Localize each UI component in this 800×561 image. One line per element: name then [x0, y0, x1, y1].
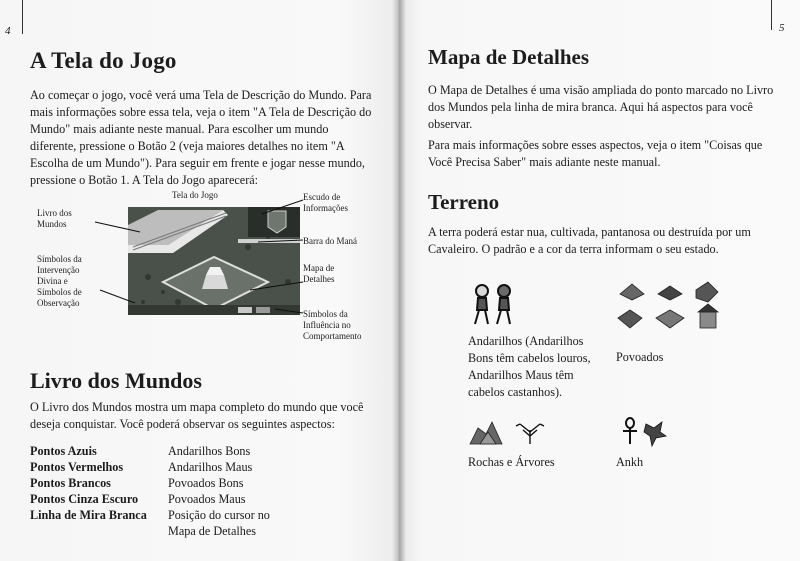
walkers-icon: [470, 282, 518, 328]
page-margin-line: [771, 0, 772, 30]
page-number: 4: [5, 25, 11, 37]
page-title: A Tela do Jogo: [30, 48, 177, 73]
legend-term: Pontos Brancos: [30, 476, 111, 490]
legend-desc: Posição do cursor no Mapa de Detalhes: [168, 508, 270, 538]
legend-row: [30, 443, 328, 459]
settlements-icon: [616, 280, 720, 338]
book-gutter: [392, 0, 406, 561]
rocks-trees-icon: [468, 418, 550, 446]
legend-table: [30, 443, 328, 539]
ankh-caption: Ankh: [616, 455, 644, 469]
intro-paragraph: Ao começar o jogo, você verá uma Tela de Descrição do Mundo. Para mais informações sobre essa tela, veja o item "A Tela de Descrição do Mundo" mais adiante neste manual. Para escolher um mundo diferente, pressione o Botão 2 (veja maiores detalhes no item "A Escolha de um Mundo"). Para seguir em frente e jogar nesse mundo, pressione o Botão 1. A Tela do Jogo aparecerá:: [30, 88, 372, 187]
game-screen-illustration: [128, 207, 300, 315]
rocks-trees-caption: Rochas e Árvores: [468, 455, 555, 469]
legend-row: [30, 459, 328, 475]
legend-row: [30, 475, 328, 491]
detail-map-paragraph: O Mapa de Detalhes é uma visão ampliada do ponto marcado no Livro dos Mundos pela linha de mira branca. Aqui há aspectos para você observar.: [428, 83, 774, 131]
section-title-terrain: Terreno: [428, 190, 500, 214]
terrain-paragraph: A terra poderá estar nua, cultivada, pantanosa ou destruída por um Cavaleiro. O padrão e a cor da terra informam o seu estado.: [428, 225, 751, 256]
caption-info-shield: Escudo de Informações: [303, 192, 348, 213]
legend-term: Linha de Mira Branca: [30, 508, 147, 522]
legend-term: Pontos Cinza Escuro: [30, 492, 139, 506]
ankh-icon: [620, 416, 670, 448]
caption-mana-bar: Barra do Maná: [303, 236, 357, 246]
book-of-worlds-paragraph: O Livro dos Mundos mostra um mapa completo do mundo que você deseja conquistar. Você poderá observar os seguintes aspectos:: [30, 400, 364, 431]
legend-term: Pontos Azuis: [30, 444, 97, 458]
legend-desc: Andarilhos Bons: [168, 444, 251, 458]
caption-divine-intervention-symbols: Símbolos da Intervenção Divina e Símbolos de Observação: [37, 254, 82, 308]
left-page: [0, 0, 398, 561]
legend-desc: Povoados Maus: [168, 492, 246, 506]
right-page: [398, 0, 800, 561]
caption-game-screen: Tela do Jogo: [172, 190, 218, 200]
legend-row: [30, 491, 328, 507]
page-title: Mapa de Detalhes: [428, 45, 589, 69]
caption-detail-map: Mapa de Detalhes: [303, 263, 335, 284]
legend-desc: Andarilhos Maus: [168, 460, 253, 474]
settlements-caption: Povoados: [616, 350, 664, 364]
legend-desc: Povoados Bons: [168, 476, 244, 490]
page-number: 5: [779, 22, 785, 34]
legend-row: [30, 507, 328, 539]
caption-behavior-symbols: Símbolos da Influência no Comportamento: [303, 309, 362, 341]
section-title-book-of-worlds: Livro dos Mundos: [30, 368, 202, 393]
caption-book-of-worlds: Livro dos Mundos: [37, 208, 72, 229]
walkers-caption: Andarilhos (Andarilhos Bons têm cabelos louros, Andarilhos Maus têm cabelos castanhos).: [468, 334, 591, 399]
page-margin-line: [22, 0, 23, 34]
legend-term: Pontos Vermelhos: [30, 460, 124, 474]
detail-map-info-paragraph: Para mais informações sobre esses aspectos, veja o item "Coisas que Você Precisa Saber" mais adiante neste manual.: [428, 138, 763, 169]
